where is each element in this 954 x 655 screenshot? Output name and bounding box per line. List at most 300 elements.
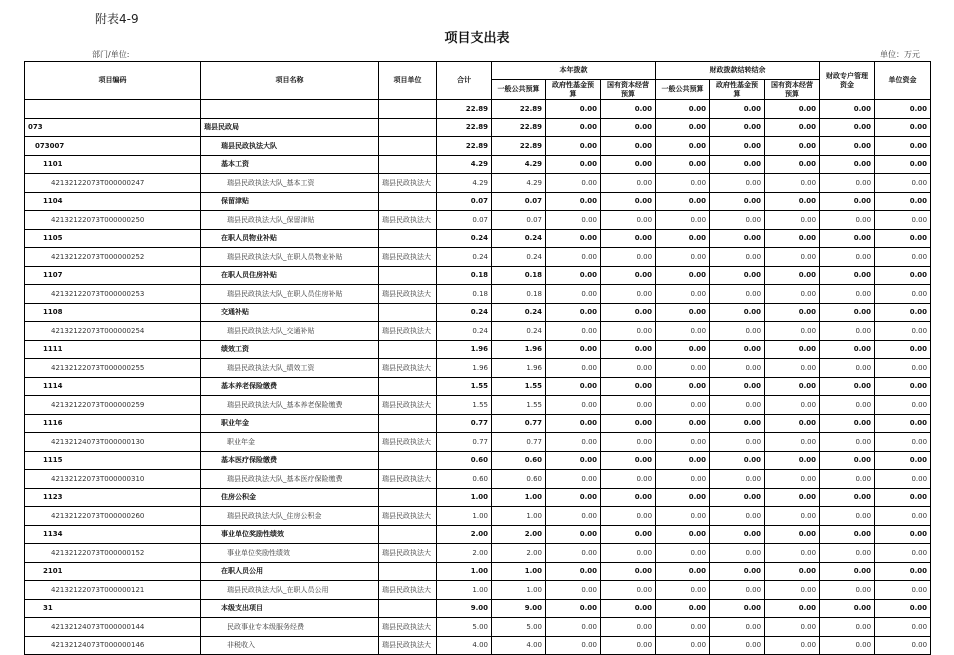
cell-amount: 0.00: [710, 581, 765, 600]
cell-amount: 0.00: [820, 137, 875, 156]
cell-amount: 0.00: [601, 340, 656, 359]
cell-amount: 0.00: [765, 285, 820, 304]
cell-total: 5.00: [437, 618, 492, 637]
cell-amount: 0.00: [765, 470, 820, 489]
cell-amount: 0.00: [820, 211, 875, 230]
cell-amount: 0.00: [710, 636, 765, 655]
cell-project-name: 职业年金: [201, 433, 379, 452]
cell-amount: 0.00: [710, 100, 765, 119]
cell-amount: 0.00: [656, 100, 710, 119]
table-row: [25, 118, 931, 137]
cell-project-unit: [379, 562, 437, 581]
cell-amount: 0.00: [546, 544, 601, 563]
cell-amount: 0.00: [765, 118, 820, 137]
col-header-total: 合计: [437, 62, 492, 100]
cell-project-unit: [379, 192, 437, 211]
cell-amount: 0.00: [875, 562, 931, 581]
cell-amount: 0.00: [656, 451, 710, 470]
cell-project-unit: [379, 266, 437, 285]
cell-amount: 0.00: [710, 322, 765, 341]
cell-amount: 0.00: [601, 433, 656, 452]
cell-amount: 0.00: [546, 599, 601, 618]
cell-project-code: 42132122073T000000252: [25, 248, 201, 267]
cell-amount: 0.00: [656, 192, 710, 211]
cell-amount: 0.00: [656, 155, 710, 174]
table-row: [25, 525, 931, 544]
table-row: [25, 488, 931, 507]
cell-project-code: 073007: [25, 137, 201, 156]
cell-project-unit: 瑞县民政执法大: [379, 174, 437, 193]
cell-project-name: 职业年金: [201, 414, 379, 433]
cell-amount: 0.00: [710, 544, 765, 563]
cell-amount: 0.24: [492, 248, 546, 267]
cell-amount: 0.00: [820, 488, 875, 507]
cell-total: 0.24: [437, 322, 492, 341]
cell-amount: 0.00: [820, 433, 875, 452]
cell-project-code: 42132122073T000000250: [25, 211, 201, 230]
cell-amount: 0.00: [820, 359, 875, 378]
cell-amount: 0.00: [546, 488, 601, 507]
cell-amount: 0.00: [546, 433, 601, 452]
col-header-name: 项目名称: [201, 62, 379, 100]
cell-amount: 0.00: [765, 266, 820, 285]
cell-amount: 0.24: [492, 322, 546, 341]
table-row: [25, 433, 931, 452]
cell-project-code: 073: [25, 118, 201, 137]
cell-amount: 0.00: [820, 377, 875, 396]
cell-amount: 9.00: [492, 599, 546, 618]
table-row: [25, 581, 931, 600]
cell-amount: 0.00: [601, 229, 656, 248]
cell-amount: 0.00: [601, 285, 656, 304]
cell-project-name: 民政事业专本级服务经费: [201, 618, 379, 637]
cell-amount: 0.77: [492, 433, 546, 452]
cell-project-code: 42132124073T000000146: [25, 636, 201, 655]
cell-amount: 4.29: [492, 174, 546, 193]
cell-amount: 1.00: [492, 488, 546, 507]
cell-project-name: 瑞县民政执法大队_保留津贴: [201, 211, 379, 230]
cell-project-code: 1116: [25, 414, 201, 433]
cell-amount: 0.00: [601, 599, 656, 618]
cell-amount: 0.00: [710, 359, 765, 378]
cell-amount: 0.00: [710, 414, 765, 433]
cell-project-unit: 瑞县民政执法大: [379, 396, 437, 415]
cell-project-code: 1108: [25, 303, 201, 322]
cell-project-name: 交通补贴: [201, 303, 379, 322]
cell-amount: 0.00: [601, 137, 656, 156]
cell-amount: 0.00: [601, 192, 656, 211]
cell-amount: 0.00: [546, 322, 601, 341]
cell-amount: 22.89: [492, 118, 546, 137]
cell-amount: 0.00: [601, 211, 656, 230]
cell-project-name: 本级支出项目: [201, 599, 379, 618]
cell-amount: 0.00: [656, 211, 710, 230]
cell-amount: 0.00: [765, 433, 820, 452]
cell-amount: 0.00: [546, 118, 601, 137]
cell-amount: 0.00: [601, 562, 656, 581]
cell-amount: 0.00: [820, 544, 875, 563]
cell-amount: 0.00: [765, 451, 820, 470]
cell-amount: 0.00: [546, 155, 601, 174]
cell-amount: 0.00: [656, 544, 710, 563]
cell-amount: 0.00: [710, 303, 765, 322]
cell-amount: 0.00: [710, 137, 765, 156]
cell-amount: 0.00: [765, 359, 820, 378]
cell-project-name: 瑞县民政执法大队_住房公积金: [201, 507, 379, 526]
table-row: [25, 100, 931, 119]
cell-amount: 0.00: [546, 285, 601, 304]
cell-amount: 0.00: [875, 544, 931, 563]
cell-amount: 0.00: [820, 100, 875, 119]
cell-project-code: 1114: [25, 377, 201, 396]
col-header-soe: 国有资本经营预算: [601, 80, 656, 100]
cell-amount: 0.00: [656, 303, 710, 322]
cell-amount: 0.00: [875, 581, 931, 600]
cell-amount: 0.00: [820, 562, 875, 581]
cell-project-name: 事业单位奖励性绩效: [201, 544, 379, 563]
cell-project-unit: 瑞县民政执法大: [379, 433, 437, 452]
cell-amount: 0.00: [546, 211, 601, 230]
cell-amount: 0.00: [601, 414, 656, 433]
cell-amount: 1.00: [492, 562, 546, 581]
cell-amount: 0.00: [875, 377, 931, 396]
cell-amount: 0.00: [546, 248, 601, 267]
cell-amount: 0.00: [765, 396, 820, 415]
cell-project-unit: [379, 303, 437, 322]
cell-amount: 0.00: [601, 544, 656, 563]
cell-project-unit: 瑞县民政执法大: [379, 248, 437, 267]
cell-amount: 0.00: [546, 192, 601, 211]
table-row: [25, 451, 931, 470]
cell-project-code: 42132124073T000000144: [25, 618, 201, 637]
cell-amount: 0.24: [492, 303, 546, 322]
cell-amount: 0.00: [820, 618, 875, 637]
cell-project-code: 42132124073T000000130: [25, 433, 201, 452]
cell-project-code: 42132122073T000000310: [25, 470, 201, 489]
cell-amount: 0.00: [875, 618, 931, 637]
cell-amount: 0.00: [875, 507, 931, 526]
cell-total: 22.89: [437, 100, 492, 119]
cell-amount: 0.00: [656, 396, 710, 415]
cell-amount: 0.00: [656, 562, 710, 581]
cell-project-code: 1115: [25, 451, 201, 470]
table-row: [25, 285, 931, 304]
col-header-carryover: 财政拨款结转结余: [656, 62, 820, 80]
table-row: [25, 155, 931, 174]
table-row: [25, 303, 931, 322]
cell-amount: 0.00: [875, 488, 931, 507]
cell-project-name: 瑞县民政执法大队_基本工资: [201, 174, 379, 193]
cell-total: 0.18: [437, 285, 492, 304]
cell-amount: 0.00: [875, 211, 931, 230]
cell-amount: 0.00: [710, 396, 765, 415]
cell-total: 1.55: [437, 396, 492, 415]
cell-project-unit: [379, 377, 437, 396]
cell-amount: 0.00: [656, 322, 710, 341]
cell-project-unit: [379, 118, 437, 137]
cell-amount: 0.00: [601, 118, 656, 137]
cell-project-unit: [379, 525, 437, 544]
cell-total: 0.60: [437, 470, 492, 489]
cell-amount: 0.00: [820, 322, 875, 341]
cell-project-code: 42132122073T000000255: [25, 359, 201, 378]
cell-amount: 0.00: [875, 100, 931, 119]
cell-amount: 0.00: [656, 248, 710, 267]
cell-amount: 0.00: [710, 266, 765, 285]
cell-amount: 0.00: [875, 285, 931, 304]
table-row: [25, 470, 931, 489]
cell-amount: 0.00: [546, 507, 601, 526]
cell-amount: 0.00: [710, 525, 765, 544]
cell-amount: 0.00: [820, 266, 875, 285]
cell-project-unit: 瑞县民政执法大: [379, 211, 437, 230]
col-header-current-year: 本年拨款: [492, 62, 656, 80]
cell-amount: 0.00: [820, 340, 875, 359]
cell-amount: 0.00: [546, 636, 601, 655]
table-row: [25, 359, 931, 378]
cell-amount: 0.07: [492, 192, 546, 211]
cell-project-name: 保留津贴: [201, 192, 379, 211]
cell-amount: 1.55: [492, 377, 546, 396]
cell-amount: 0.00: [765, 303, 820, 322]
cell-total: 22.89: [437, 137, 492, 156]
cell-amount: 0.00: [820, 303, 875, 322]
annex-label: 附表4-9: [95, 12, 139, 26]
col-header-soe-2: 国有资本经营预算: [765, 80, 820, 100]
cell-amount: 0.00: [875, 451, 931, 470]
cell-total: 9.00: [437, 599, 492, 618]
cell-total: 0.24: [437, 248, 492, 267]
cell-project-code: [25, 100, 201, 119]
cell-amount: 0.00: [765, 507, 820, 526]
table-row: [25, 599, 931, 618]
cell-project-name: 绩效工资: [201, 340, 379, 359]
cell-amount: 0.00: [820, 636, 875, 655]
cell-project-code: 1111: [25, 340, 201, 359]
cell-amount: 5.00: [492, 618, 546, 637]
cell-amount: 0.00: [601, 488, 656, 507]
cell-project-name: 瑞县民政执法大队_在职人员物业补贴: [201, 248, 379, 267]
cell-amount: 0.00: [710, 285, 765, 304]
cell-amount: 2.00: [492, 544, 546, 563]
cell-amount: 0.00: [656, 285, 710, 304]
cell-amount: 0.00: [656, 377, 710, 396]
cell-amount: 0.00: [875, 636, 931, 655]
table-row: [25, 174, 931, 193]
cell-amount: 0.00: [656, 118, 710, 137]
cell-total: 1.96: [437, 359, 492, 378]
col-header-general-budget: 一般公共预算: [492, 80, 546, 100]
cell-project-name: 瑞县民政执法大队_在职人员住房补贴: [201, 285, 379, 304]
cell-amount: 0.00: [875, 340, 931, 359]
cell-project-unit: 瑞县民政执法大: [379, 322, 437, 341]
cell-project-name: 住房公积金: [201, 488, 379, 507]
cell-total: 4.00: [437, 636, 492, 655]
cell-amount: 0.00: [765, 174, 820, 193]
cell-amount: 0.00: [601, 100, 656, 119]
cell-amount: 2.00: [492, 525, 546, 544]
cell-amount: 0.00: [656, 359, 710, 378]
cell-amount: 0.00: [546, 266, 601, 285]
cell-amount: 0.00: [875, 322, 931, 341]
currency-unit-label: 单位：万元: [880, 50, 920, 59]
cell-amount: 0.00: [601, 155, 656, 174]
cell-project-unit: 瑞县民政执法大: [379, 544, 437, 563]
cell-amount: 0.00: [710, 192, 765, 211]
cell-project-code: 42132122073T000000260: [25, 507, 201, 526]
cell-total: 0.07: [437, 192, 492, 211]
cell-project-unit: [379, 137, 437, 156]
cell-project-name: 非税收入: [201, 636, 379, 655]
table-row: [25, 248, 931, 267]
cell-amount: 0.00: [546, 303, 601, 322]
cell-amount: 0.77: [492, 414, 546, 433]
table-row: [25, 229, 931, 248]
cell-project-unit: [379, 229, 437, 248]
cell-amount: 0.00: [710, 562, 765, 581]
cell-amount: 0.00: [656, 414, 710, 433]
table-row: [25, 211, 931, 230]
cell-total: 2.00: [437, 525, 492, 544]
cell-amount: 0.00: [875, 118, 931, 137]
cell-amount: 0.00: [710, 229, 765, 248]
cell-amount: 0.00: [656, 488, 710, 507]
cell-project-code: 42132122073T000000259: [25, 396, 201, 415]
cell-amount: 0.00: [765, 525, 820, 544]
cell-amount: 0.00: [546, 377, 601, 396]
cell-total: 0.77: [437, 414, 492, 433]
cell-amount: 0.00: [820, 599, 875, 618]
cell-project-code: 42132122073T000000253: [25, 285, 201, 304]
cell-total: 1.55: [437, 377, 492, 396]
cell-project-unit: [379, 340, 437, 359]
cell-amount: 0.00: [765, 562, 820, 581]
cell-amount: 0.00: [820, 470, 875, 489]
cell-amount: 0.00: [765, 229, 820, 248]
cell-amount: 0.00: [656, 618, 710, 637]
cell-amount: 0.00: [875, 525, 931, 544]
cell-amount: 0.00: [875, 174, 931, 193]
cell-amount: 0.00: [710, 377, 765, 396]
cell-amount: 0.00: [875, 266, 931, 285]
cell-amount: 0.00: [765, 377, 820, 396]
cell-project-code: 1101: [25, 155, 201, 174]
cell-amount: 0.00: [710, 155, 765, 174]
cell-amount: 0.00: [710, 618, 765, 637]
cell-amount: 0.00: [710, 174, 765, 193]
cell-amount: 0.00: [765, 248, 820, 267]
cell-total: 4.29: [437, 174, 492, 193]
cell-project-code: 42132122073T000000254: [25, 322, 201, 341]
cell-project-code: 1134: [25, 525, 201, 544]
cell-project-code: 1105: [25, 229, 201, 248]
cell-amount: 4.29: [492, 155, 546, 174]
cell-amount: 0.00: [601, 377, 656, 396]
cell-project-unit: 瑞县民政执法大: [379, 285, 437, 304]
cell-amount: 0.60: [492, 470, 546, 489]
cell-amount: 0.00: [656, 433, 710, 452]
cell-amount: 0.00: [601, 507, 656, 526]
cell-project-name: [201, 100, 379, 119]
cell-project-unit: [379, 451, 437, 470]
cell-amount: 0.00: [546, 396, 601, 415]
cell-amount: 0.00: [765, 414, 820, 433]
cell-amount: 0.00: [875, 470, 931, 489]
cell-amount: 0.00: [765, 137, 820, 156]
cell-amount: 1.96: [492, 359, 546, 378]
cell-amount: 0.00: [820, 229, 875, 248]
cell-amount: 0.00: [820, 581, 875, 600]
cell-amount: 0.00: [765, 100, 820, 119]
cell-total: 1.00: [437, 507, 492, 526]
cell-amount: 0.00: [820, 192, 875, 211]
cell-project-code: 42132122073T000000152: [25, 544, 201, 563]
cell-amount: 0.00: [765, 544, 820, 563]
cell-amount: 0.18: [492, 285, 546, 304]
cell-amount: 0.00: [601, 322, 656, 341]
cell-amount: 0.00: [656, 174, 710, 193]
cell-amount: 0.00: [546, 562, 601, 581]
cell-amount: 0.00: [546, 414, 601, 433]
cell-amount: 0.00: [601, 248, 656, 267]
cell-project-name: 事业单位奖励性绩效: [201, 525, 379, 544]
col-header-fiscal-special: 财政专户管理资金: [820, 62, 875, 100]
cell-total: 0.60: [437, 451, 492, 470]
cell-project-unit: [379, 100, 437, 119]
cell-amount: 0.00: [875, 359, 931, 378]
cell-total: 0.18: [437, 266, 492, 285]
cell-amount: 0.00: [765, 618, 820, 637]
cell-amount: 0.00: [765, 636, 820, 655]
cell-project-unit: 瑞县民政执法大: [379, 636, 437, 655]
table-row: [25, 396, 931, 415]
cell-amount: 0.00: [546, 137, 601, 156]
cell-project-unit: 瑞县民政执法大: [379, 470, 437, 489]
cell-amount: 0.00: [710, 211, 765, 230]
table-body: [25, 100, 931, 655]
cell-amount: 0.00: [765, 488, 820, 507]
cell-amount: 0.60: [492, 451, 546, 470]
cell-amount: 0.00: [710, 507, 765, 526]
cell-amount: 0.00: [820, 155, 875, 174]
cell-amount: 0.00: [710, 118, 765, 137]
col-header-unit: 项目单位: [379, 62, 437, 100]
cell-project-unit: 瑞县民政执法大: [379, 618, 437, 637]
cell-amount: 0.00: [820, 174, 875, 193]
cell-amount: 0.00: [820, 525, 875, 544]
cell-amount: 0.00: [765, 581, 820, 600]
cell-amount: 0.00: [875, 192, 931, 211]
cell-amount: 0.00: [601, 266, 656, 285]
cell-project-name: 基本养老保险缴费: [201, 377, 379, 396]
table-row: [25, 322, 931, 341]
cell-amount: 0.00: [656, 599, 710, 618]
cell-amount: 0.00: [656, 229, 710, 248]
cell-amount: 0.00: [601, 174, 656, 193]
table-row: [25, 266, 931, 285]
cell-amount: 0.00: [601, 618, 656, 637]
cell-total: 0.07: [437, 211, 492, 230]
cell-amount: 0.00: [820, 118, 875, 137]
col-header-gov-fund-2: 政府性基金预算: [710, 80, 765, 100]
cell-project-unit: 瑞县民政执法大: [379, 507, 437, 526]
cell-amount: 0.00: [820, 507, 875, 526]
cell-amount: 0.00: [710, 340, 765, 359]
cell-total: 1.96: [437, 340, 492, 359]
cell-project-name: 瑞县民政执法大队_基本医疗保险缴费: [201, 470, 379, 489]
cell-project-unit: [379, 488, 437, 507]
cell-amount: 0.00: [765, 599, 820, 618]
